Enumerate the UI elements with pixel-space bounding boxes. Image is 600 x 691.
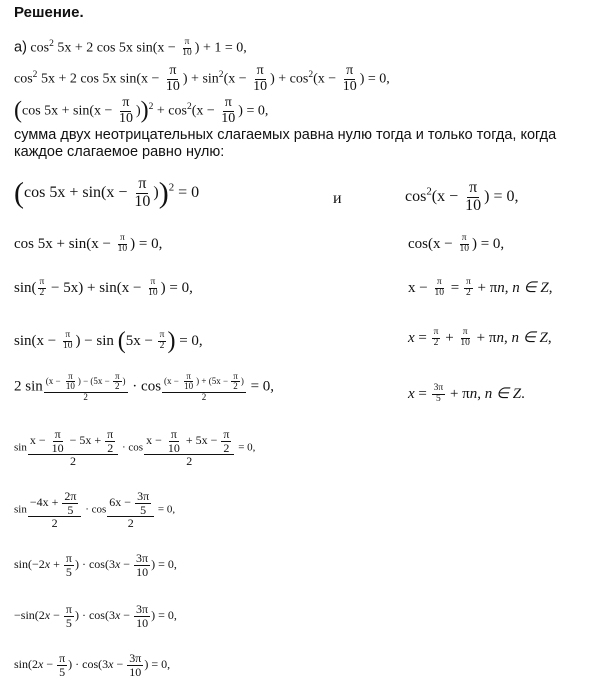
fraction: $\frac{\pi}{10}$ [460, 327, 470, 349]
fraction: $\frac{\pi}{10}$ [148, 277, 158, 298]
eq-left-8: sin(−2x + $\frac{\pi}{5}$ ) · cos(3x − $\frac{3\pi}{10}$ ) = 0, [14, 551, 177, 579]
eq-left-4: sin(x − $\frac{\pi}{10}$ ) − sin (5x − $\frac{\pi}{2}$ ) = 0, [14, 328, 203, 354]
eq-left-2: cos 5x + sin(x − $\frac{\pi}{10}$ ) = 0, [14, 233, 163, 254]
fraction: 6x − $\frac{3\pi}{5}$ 2 [107, 490, 154, 530]
fraction: x − $\frac{\pi}{10}$ − 5x + $\frac{\pi}{2}$ 2 [28, 428, 118, 468]
fraction: $\frac{\pi}{10}$ [65, 371, 75, 392]
fraction: $\frac{\pi}{5}$ [59, 651, 66, 679]
fraction: $\frac{\pi}{10}$ [165, 63, 180, 94]
fraction: $\frac{\pi}{10}$ [117, 233, 128, 254]
fraction: $\frac{\pi}{10}$ [342, 63, 357, 94]
fraction: $\frac{\pi}{10}$ [51, 427, 64, 455]
page-title: Решение. [14, 4, 84, 21]
eq-line-2: $\cos^2 5x + 2$ cos 5x sin(x − $\frac{\pi}{10}$ ) + $\sin^2(x$ − $\frac{\pi}{10}$ ) + $\cos^2(x$ − $\frac{\pi}{10}$ ) = 0, [14, 63, 390, 94]
fraction: $\frac{\pi}{5}$ [65, 602, 72, 630]
fraction: $\frac{2\pi}{5}$ [64, 489, 77, 517]
fraction: $\frac{\pi}{10}$ [134, 175, 151, 210]
eq-right-1: $\cos^2(x$ − $\frac{\pi}{10}$ ) = 0, [405, 179, 519, 214]
fraction: $\frac{3\pi}{10}$ [136, 602, 149, 630]
fraction: $\frac{\pi}{10}$ [182, 37, 192, 58]
eq-line-3: (cos 5x + sin(x − $\frac{\pi}{10}$ ))$^2 + \cos^2(x$ − $\frac{\pi}{10}$ ) = 0, [14, 95, 269, 126]
eq-left-1: (cos 5x + sin(x − $\frac{\pi}{10}$ ))$^2$ = 0 [14, 175, 200, 210]
fraction: $\frac{3\pi}{10}$ [129, 651, 142, 679]
fraction: (x − $\frac{\pi}{10}$ ) + (5x − $\frac{\pi}{2}$ ) 2 [164, 371, 244, 402]
fraction: $\frac{\pi}{2}$ [233, 371, 238, 392]
fraction: $\frac{3\pi}{5}$ [137, 489, 150, 517]
eq-right-4: x = $\frac{\pi}{2}$ + $\frac{\pi}{10}$ + πn, n ∈ Z, [408, 327, 552, 349]
and-word: и [333, 190, 342, 207]
fraction: $\frac{\pi}{2}$ [159, 330, 165, 351]
fraction: $\frac{\pi}{10}$ [434, 277, 444, 299]
fraction: (x − $\frac{\pi}{10}$ ) − (5x − $\frac{\pi}{2}$ ) 2 [45, 371, 126, 402]
fraction: $\frac{\pi}{10}$ [465, 179, 482, 214]
fraction: $\frac{\pi}{2}$ [465, 277, 471, 299]
fraction: $\frac{\pi}{10}$ [253, 63, 268, 94]
eq-left-5: 2 sin (x − $\frac{\pi}{10}$ ) − (5x − $\frac{\pi}{2}$ ) 2 · cos (x − $\frac{\pi}{10}$ ) + (5x − $\frac{\pi}{2}$ ) 2 = 0, [14, 371, 275, 402]
fraction: $\frac{\pi}{2}$ [39, 277, 45, 298]
fraction: $\frac{\pi}{10}$ [118, 95, 133, 126]
part-label: а) [14, 39, 27, 56]
fraction: $\frac{\pi}{10}$ [184, 371, 194, 392]
eq-right-5: x = $\frac{3\pi}{5}$ + πn, n ∈ Z. [408, 383, 525, 405]
eq-left-6: sin x − $\frac{\pi}{10}$ − 5x + $\frac{\pi}{2}$ 2 · cos x − $\frac{\pi}{10}$ + 5x − $\frac{\pi}{2}$ 2 = 0, [14, 427, 256, 469]
fraction: $\frac{3\pi}{5}$ [433, 383, 444, 405]
condition-text: сумма двух неотрицательных слагаемых равна нулю тогда и только тогда, когда каждое слагаемое равно нулю: [14, 127, 557, 160]
fraction: $\frac{\pi}{10}$ [62, 330, 73, 351]
fraction: x − $\frac{\pi}{10}$ + 5x − $\frac{\pi}{2}$ 2 [144, 428, 234, 468]
eq-left-3: sin( $\frac{\pi}{2}$ − 5x) + sin(x − $\frac{\pi}{10}$ ) = 0, [14, 277, 193, 298]
eq-right-3: x − $\frac{\pi}{10}$ = $\frac{\pi}{2}$ + πn, n ∈ Z, [408, 277, 553, 299]
eq-left-7: sin −4x + $\frac{2\pi}{5}$ 2 · cos 6x − $\frac{3\pi}{5}$ 2 = 0, [14, 489, 176, 531]
fraction: −4x + $\frac{2\pi}{5}$ 2 [28, 490, 82, 530]
fraction: $\frac{\pi}{2}$ [433, 327, 439, 349]
fraction: $\frac{\pi}{10}$ [221, 95, 236, 126]
fraction: $\frac{\pi}{2}$ [115, 371, 120, 392]
eq-right-2: cos(x − $\frac{\pi}{10}$ ) = 0, [408, 233, 505, 254]
fraction: $\frac{\pi}{5}$ [65, 551, 72, 579]
eq-left-9: −sin(2x − $\frac{\pi}{5}$ ) · cos(3x − $\frac{3\pi}{10}$ ) = 0, [14, 602, 177, 630]
eq-left-10: sin(2x − $\frac{\pi}{5}$ ) · cos(3x − $\frac{3\pi}{10}$ ) = 0, [14, 651, 171, 679]
fraction: $\frac{\pi}{10}$ [459, 233, 469, 254]
fraction: $\frac{\pi}{2}$ [223, 427, 230, 455]
fraction: $\frac{\pi}{2}$ [107, 427, 114, 455]
eq-line-1: а) $\cos^2 5x + 2$ cos 5x sin(x − $\frac{\pi}{10}$ ) + 1 = 0, [14, 37, 247, 58]
fraction: $\frac{3\pi}{10}$ [136, 551, 149, 579]
fraction: $\frac{\pi}{10}$ [167, 427, 180, 455]
